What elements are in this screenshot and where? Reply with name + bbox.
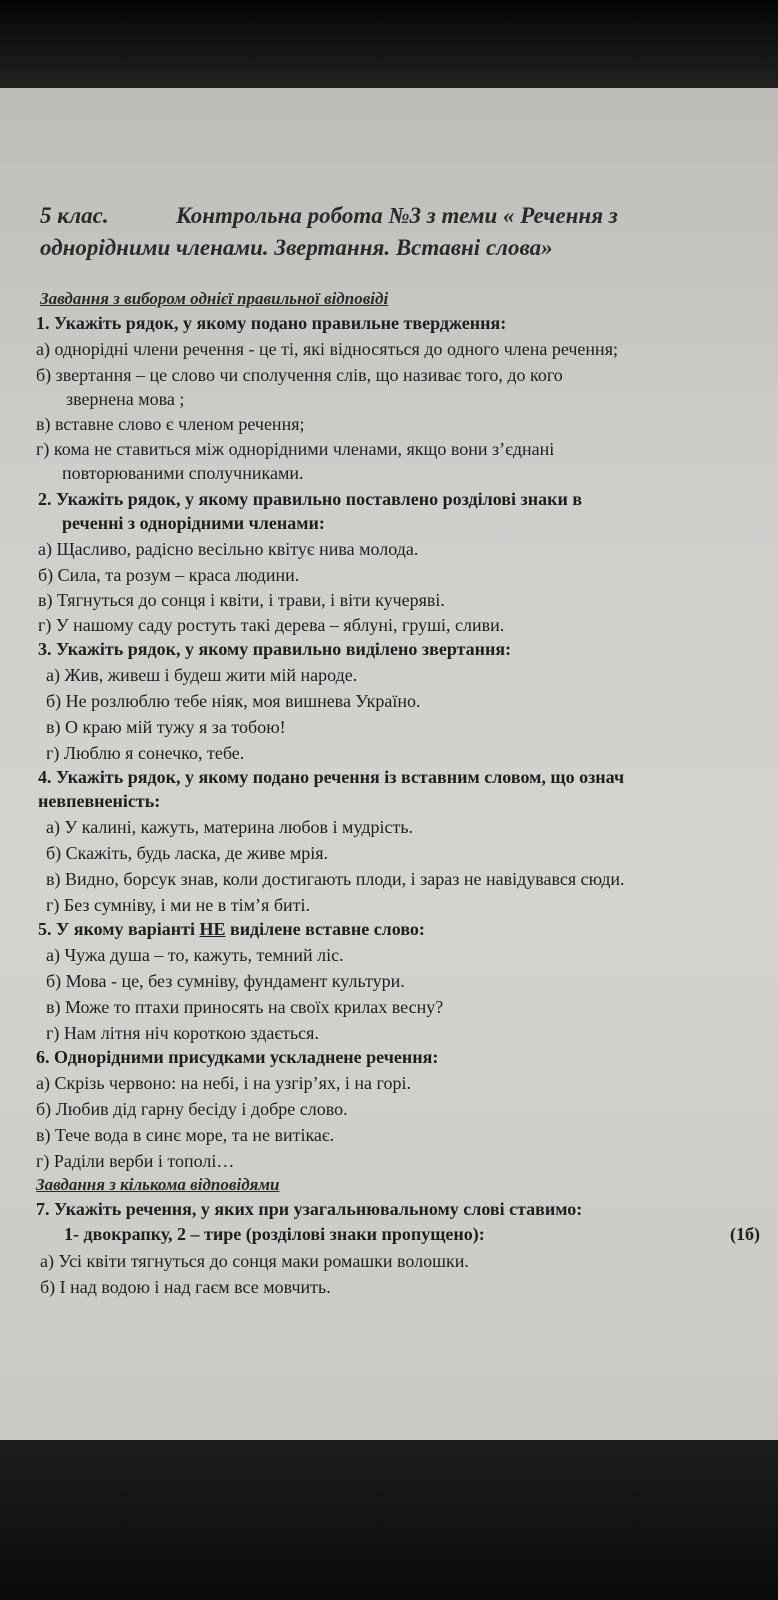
question-6-title: 6. Однорідними присудками ускладнене речення: xyxy=(36,1047,439,1067)
question-1-option-b: б) звертання – це слово чи сполучення слів, що називає того, до кого xyxy=(36,365,563,385)
question-1-option-d: г) кома не ставиться між однорідними членами, якщо вони з’єднані xyxy=(36,439,555,459)
question-4-title: 4. Укажіть рядок, у якому подано речення із вставним словом, що означ xyxy=(38,767,625,787)
question-5-title-start: 5. У якому варіанті xyxy=(38,919,200,939)
background-top xyxy=(0,0,778,90)
question-5-title-end: виділене вставне слово: xyxy=(225,919,425,939)
question-3-title: 3. Укажіть рядок, у якому правильно виділено звертання: xyxy=(38,639,512,659)
question-5-title-emphasis: НЕ xyxy=(199,919,226,939)
question-7-title-cont: 1- двокрапку, 2 – тире (розділові знаки пропущено): xyxy=(64,1224,485,1244)
worksheet-page xyxy=(0,88,778,1440)
question-5-option-c: в) Може то птахи приносять на своїх крилах весну? xyxy=(46,997,444,1017)
question-5-option-d: г) Нам літня ніч короткою здається. xyxy=(46,1023,319,1043)
question-7-points: (1б) xyxy=(730,1224,760,1244)
question-1-title: 1. Укажіть рядок, у якому подано правильне твердження: xyxy=(36,313,507,333)
question-5-title xyxy=(38,918,425,940)
question-5-option-b: б) Мова - це, без сумніву, фундамент культури. xyxy=(46,971,405,991)
question-2-title-cont: реченні з однорідними членами: xyxy=(62,513,325,533)
question-4-option-b: б) Скажіть, будь ласка, де живе мрія. xyxy=(46,843,329,863)
section-heading-single-choice: Завдання з вибором однієї правильної відповіді xyxy=(40,289,389,308)
question-2-option-b: б) Сила, та розум – краса людини. xyxy=(38,565,300,585)
question-1-option-c: в) вставне слово є членом речення; xyxy=(36,414,305,434)
question-6-option-c: в) Тече вода в синє море, та не витікає. xyxy=(36,1125,335,1145)
question-4-option-c: в) Видно, борсук знав, коли достигають плоди, і зараз не навідувався сюди. xyxy=(46,869,625,889)
question-2-option-d: г) У нашому саду ростуть такі дерева – яблуні, груші, сливи. xyxy=(38,615,505,635)
question-3-option-d: г) Люблю я сонечко, тебе. xyxy=(46,743,245,763)
question-4-title-cont: невпевненість: xyxy=(38,791,161,811)
question-1-option-d-cont: повторюваними сполучниками. xyxy=(62,463,304,483)
question-4-option-a: а) У калині, кажуть, материна любов і мудрість. xyxy=(46,817,414,837)
question-4-option-d: г) Без сумніву, і ми не в тім’я биті. xyxy=(46,895,310,915)
question-7-option-a: а) Усі квіти тягнуться до сонця маки ромашки волошки. xyxy=(40,1251,469,1271)
question-2-option-c: в) Тягнуться до сонця і квіти, і трави, і віти кучеряві. xyxy=(38,590,445,610)
section-heading-multiple-choice: Завдання з кількома відповідями xyxy=(36,1175,280,1194)
question-5-option-a: а) Чужа душа – то, кажуть, темний ліс. xyxy=(46,945,344,965)
question-6-option-b: б) Любив дід гарну бесіду і добре слово. xyxy=(36,1099,348,1119)
question-7-title: 7. Укажіть речення, у яких при узагальнювальному слові ставимо: xyxy=(36,1199,583,1219)
title-line-1: Контрольна робота №3 з теми « Речення з xyxy=(176,203,618,228)
question-1-option-b-cont: звернена мова ; xyxy=(66,389,185,409)
question-3-option-a: а) Жив, живеш і будеш жити мій народе. xyxy=(46,665,358,685)
question-7-option-b: б) І над водою і над гаєм все мовчить. xyxy=(40,1277,331,1297)
question-3-option-c: в) О краю мій тужу я за тобою! xyxy=(46,717,286,737)
background-bottom xyxy=(0,1440,778,1600)
question-6-option-d: г) Раділи верби і тополі… xyxy=(36,1151,235,1171)
question-2-option-a: а) Щасливо, радісно весільно квітує нива молода. xyxy=(38,539,419,559)
title-line-2: однорідними членами. Звертання. Вставні слова» xyxy=(40,235,553,260)
question-1-option-a: а) однорідні члени речення - це ті, які відносяться до одного члена речення; xyxy=(36,339,618,359)
question-3-option-b: б) Не розлюблю тебе ніяк, моя вишнева Україно. xyxy=(46,691,421,711)
question-2-title: 2. Укажіть рядок, у якому правильно поставлено розділові знаки в xyxy=(38,489,583,509)
question-6-option-a: а) Скрізь червоно: на небі, і на узгір’ях, і на горі. xyxy=(36,1073,411,1093)
grade-label: 5 клас. xyxy=(40,203,109,228)
